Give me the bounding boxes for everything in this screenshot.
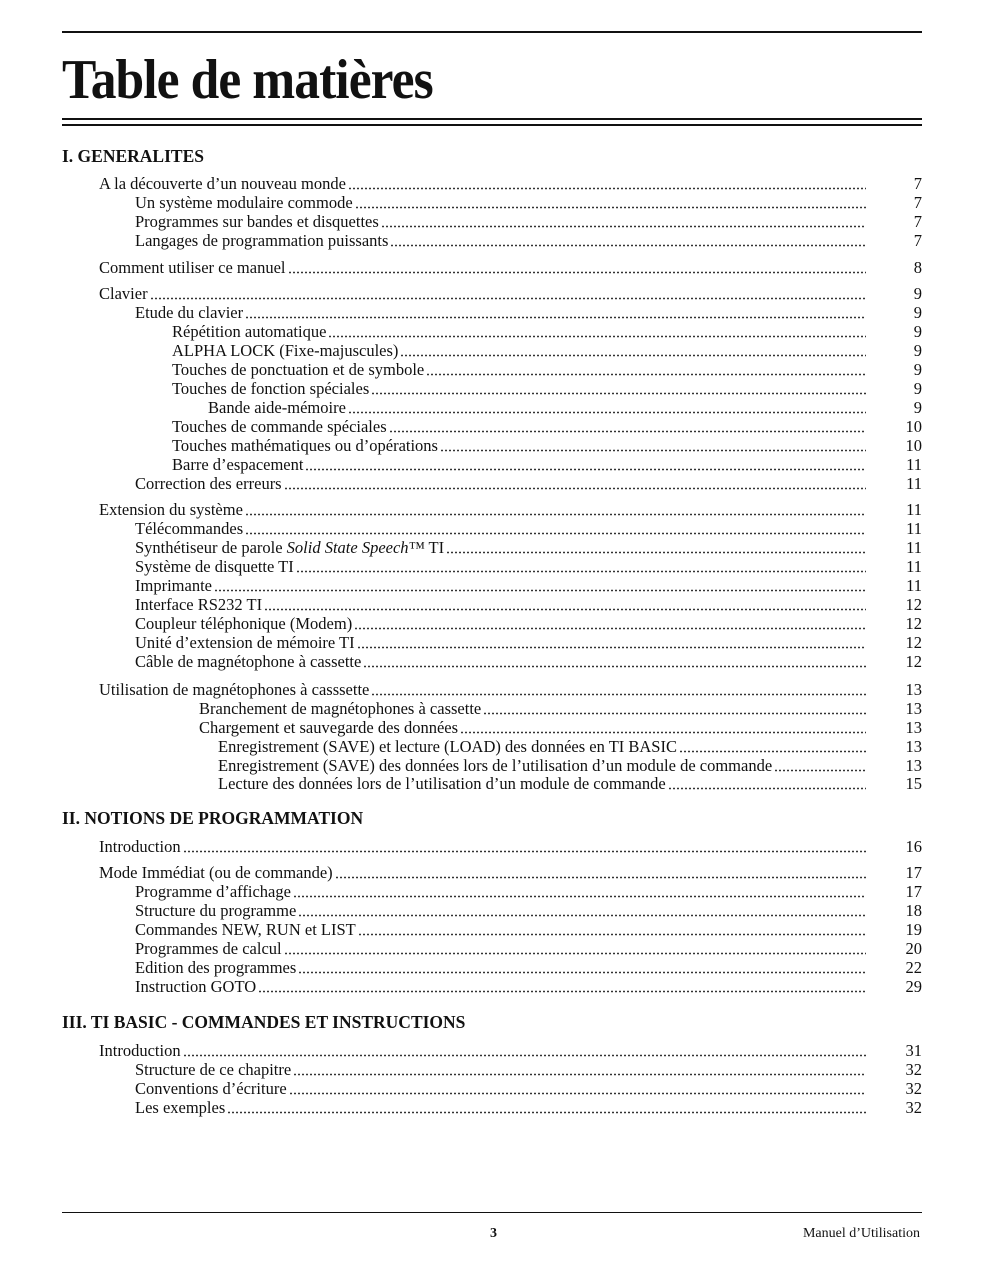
toc-entry-label: Correction des erreurs: [135, 474, 282, 493]
toc-entry-label: Extension du système: [99, 500, 243, 519]
toc-entry-page: 13: [905, 737, 922, 756]
leader-dots: [298, 960, 866, 974]
leader-dots: [358, 922, 866, 936]
toc-entry[interactable]: [99, 284, 922, 304]
toc-entry-label: Clavier: [99, 284, 148, 303]
leader-dots: [298, 903, 866, 917]
leader-dots: [328, 324, 866, 338]
toc-entry-page: 12: [905, 633, 922, 652]
leader-dots: [381, 214, 866, 228]
title-double-rule: [62, 118, 922, 126]
toc-entry[interactable]: [135, 595, 922, 615]
leader-dots: [305, 457, 866, 471]
toc-entry[interactable]: [172, 455, 922, 475]
toc-entry[interactable]: [99, 837, 922, 857]
toc-entry-label: Coupleur téléphonique (Modem): [135, 614, 353, 633]
toc-entry-page: 12: [905, 595, 922, 614]
leader-dots: [355, 195, 866, 209]
toc-entry-page: 7: [913, 193, 922, 212]
toc-entry[interactable]: [172, 417, 922, 437]
toc-entry[interactable]: [172, 341, 922, 361]
toc-entry-page: 12: [905, 614, 922, 633]
toc-entry[interactable]: [218, 756, 922, 776]
leader-dots: [288, 260, 867, 274]
toc-entry-page: 9: [913, 341, 922, 360]
leader-dots: [440, 438, 866, 452]
toc-entry[interactable]: [135, 231, 922, 251]
toc-entry-page: 11: [906, 500, 922, 519]
toc-entry-label: Branchement de magnétophones à cassette: [199, 699, 482, 718]
leader-dots: [348, 176, 866, 190]
toc-entry-page: 11: [906, 576, 922, 595]
leader-dots: [389, 419, 866, 433]
toc-entry-page: 9: [913, 303, 922, 322]
toc-entry-label: Conventions d’écriture: [135, 1079, 287, 1098]
leader-dots: [214, 578, 866, 592]
leader-dots: [371, 381, 866, 395]
toc-entry[interactable]: [172, 322, 922, 342]
leader-dots: [400, 343, 866, 357]
toc-entry-page: 9: [913, 322, 922, 341]
toc-entry-label: Un système modulaire commode: [135, 193, 353, 212]
leader-dots: [293, 884, 866, 898]
toc-entry-page: 12: [905, 652, 922, 671]
toc-entry[interactable]: [135, 633, 922, 653]
toc-entry[interactable]: [135, 212, 922, 232]
toc-entry-page: 22: [905, 958, 922, 977]
toc-entry-label: Langages de programmation puissants: [135, 231, 389, 250]
leader-dots: [363, 654, 866, 668]
toc-entry-label: Unité d’extension de mémoire TI: [135, 633, 355, 652]
toc-entry-label: Les exemples: [135, 1098, 226, 1117]
toc-entry-label: Touches de fonction spéciales: [172, 379, 370, 398]
toc-entry[interactable]: [135, 576, 922, 596]
toc-entry-page: 8: [913, 258, 922, 277]
toc-entry-label: Système de disquette TI: [135, 557, 294, 576]
leader-dots: [390, 233, 866, 247]
toc-entry[interactable]: [135, 1098, 922, 1118]
toc-entry-page: 9: [913, 398, 922, 417]
leader-dots: [227, 1100, 866, 1114]
toc-entry-label: Câble de magnétophone à cassette: [135, 652, 362, 671]
leader-dots: [460, 720, 866, 734]
toc-entry-page: 13: [905, 756, 922, 775]
toc-entry-page: 16: [905, 837, 922, 856]
toc-entry[interactable]: [172, 360, 922, 380]
toc-entry-page: 7: [913, 212, 922, 231]
toc-entry-label: Synthétiseur de parole Solid State Speech™ TI: [135, 538, 445, 557]
toc-entry-label: Interface RS232 TI: [135, 595, 263, 614]
toc-entry[interactable]: [218, 774, 922, 794]
toc-entry-label: Edition des programmes: [135, 958, 297, 977]
toc-entry[interactable]: [199, 699, 922, 719]
leader-dots: [668, 776, 866, 790]
toc-entry-page: 11: [906, 557, 922, 576]
footer-rule: [62, 1212, 922, 1213]
toc-entry[interactable]: [135, 519, 922, 539]
toc-entry[interactable]: [135, 958, 922, 978]
toc-entry[interactable]: [99, 680, 922, 700]
leader-dots: [679, 739, 866, 753]
toc-entry-page: 10: [905, 417, 922, 436]
toc-entry-page: 32: [905, 1098, 922, 1117]
toc-entry-label: Enregistrement (SAVE) des données lors de l’utilisation d’un module de commande: [218, 756, 773, 775]
toc-entry[interactable]: [135, 977, 922, 997]
toc-entry-label: Etude du clavier: [135, 303, 244, 322]
leader-dots: [426, 362, 866, 376]
leader-dots: [348, 400, 866, 414]
toc-entry[interactable]: [135, 538, 922, 558]
toc-entry-label: A la découverte d’un nouveau monde: [99, 174, 346, 193]
section-heading: II. NOTIONS DE PROGRAMMATION: [62, 808, 364, 828]
toc-entry-label: Enregistrement (SAVE) et lecture (LOAD) des données en TI BASIC: [218, 737, 677, 756]
leader-dots: [245, 305, 866, 319]
toc-entry-page: 13: [905, 680, 922, 699]
leader-dots: [335, 865, 866, 879]
toc-entry[interactable]: [135, 614, 922, 634]
toc-entry[interactable]: [172, 379, 922, 399]
toc-entry-label: Commandes NEW, RUN et LIST: [135, 920, 356, 939]
leader-dots: [258, 979, 866, 993]
toc-entry-page: 9: [913, 284, 922, 303]
toc-entry-page: 15: [905, 774, 922, 793]
toc-entry-label: Introduction: [99, 837, 181, 856]
toc-entry-page: 13: [905, 699, 922, 718]
toc-entry-label: Imprimante: [135, 576, 212, 595]
toc-entry[interactable]: [135, 474, 922, 494]
toc-entry[interactable]: [218, 737, 922, 757]
leader-dots: [357, 635, 866, 649]
toc-entry-label: Utilisation de magnétophones à casssette: [99, 680, 370, 699]
toc-entry[interactable]: [172, 436, 922, 456]
page-title: Table de matières: [62, 49, 433, 111]
toc-entry-label: Programme d’affichage: [135, 882, 291, 901]
leader-dots: [284, 476, 866, 490]
toc-entry-page: 11: [906, 455, 922, 474]
footer-page-number: 3: [490, 1226, 497, 1241]
toc-entry[interactable]: [208, 398, 922, 418]
toc-entry[interactable]: [135, 901, 922, 921]
toc-entry-label: ALPHA LOCK (Fixe-majuscules): [172, 341, 399, 360]
toc-entry-label: Barre d’espacement: [172, 455, 304, 474]
toc-entry-page: 9: [913, 379, 922, 398]
leader-dots: [245, 521, 866, 535]
toc-entry-label: Touches mathématiques ou d’opérations: [172, 436, 438, 455]
toc-entry-label: Programmes de calcul: [135, 939, 282, 958]
toc-entry[interactable]: [135, 920, 922, 940]
toc-entry[interactable]: [135, 1079, 922, 1099]
toc-entry-page: 7: [913, 174, 922, 193]
toc-entry-label: Programmes sur bandes et disquettes: [135, 212, 379, 231]
toc-entry[interactable]: [135, 882, 922, 902]
leader-dots: [371, 682, 866, 696]
toc-entry-label: Bande aide-mémoire: [208, 398, 346, 417]
toc-entry[interactable]: [99, 500, 922, 520]
leader-dots: [264, 597, 866, 611]
toc-entry-page: 20: [905, 939, 922, 958]
toc-entry-page: 17: [905, 863, 922, 882]
toc-entry-page: 13: [905, 718, 922, 737]
toc-entry-page: 11: [906, 538, 922, 557]
toc-entry[interactable]: [199, 718, 922, 738]
footer-manual-title: Manuel d’Utilisation: [802, 1226, 920, 1241]
toc-entry-page: 19: [905, 920, 922, 939]
toc-entry-page: 7: [913, 231, 922, 250]
toc-entry-label: Télécommandes: [135, 519, 244, 538]
toc-entry-page: 18: [905, 901, 922, 920]
toc-entry-label: Comment utiliser ce manuel: [99, 258, 286, 277]
leader-dots: [354, 616, 866, 630]
toc-entry[interactable]: [135, 939, 922, 959]
toc-entry-page: 11: [906, 519, 922, 538]
leader-dots: [289, 1081, 866, 1095]
toc-entry-page: 32: [905, 1079, 922, 1098]
toc-entry[interactable]: [99, 174, 922, 194]
toc-entry[interactable]: [135, 193, 922, 213]
leader-dots: [183, 1043, 866, 1057]
toc-entry-page: 10: [905, 436, 922, 455]
leader-dots: [446, 540, 866, 554]
toc-entry-label: Touches de commande spéciales: [172, 417, 387, 436]
toc-entry[interactable]: [135, 557, 922, 577]
toc-entry-label: Structure du programme: [135, 901, 297, 920]
toc-entry-page: 29: [905, 977, 922, 996]
leader-dots: [245, 502, 866, 516]
toc-entry-label: Chargement et sauvegarde des données: [199, 718, 459, 737]
leader-dots: [183, 839, 866, 853]
toc-entry[interactable]: [135, 652, 922, 672]
toc-entry[interactable]: [99, 258, 922, 278]
toc-entry-page: 9: [913, 360, 922, 379]
toc-entry-page: 32: [905, 1060, 922, 1079]
toc-entry-page: 17: [905, 882, 922, 901]
leader-dots: [296, 559, 866, 573]
toc-entry[interactable]: [99, 863, 922, 883]
toc-entry[interactable]: [135, 1060, 922, 1080]
toc-entry-label: Structure de ce chapitre: [135, 1060, 292, 1079]
leader-dots: [293, 1062, 866, 1076]
toc-entry-label: Introduction: [99, 1041, 181, 1060]
toc-entry-label: Instruction GOTO: [135, 977, 257, 996]
section-heading: III. TI BASIC - COMMANDES ET INSTRUCTIONS: [62, 1012, 466, 1032]
toc-entry[interactable]: [135, 303, 922, 323]
toc-entry-label: Touches de ponctuation et de symbole: [172, 360, 425, 379]
leader-dots: [150, 286, 866, 300]
toc-entry[interactable]: [99, 1041, 922, 1061]
leader-dots: [774, 758, 866, 772]
leader-dots: [284, 941, 866, 955]
toc-entry-page: 31: [905, 1041, 922, 1060]
section-heading: I. GENERALITES: [62, 146, 204, 166]
toc-entry-page: 11: [906, 474, 922, 493]
toc-entry-label: Répétition automatique: [172, 322, 327, 341]
leader-dots: [483, 701, 866, 715]
toc-entry-label: Mode Immédiat (ou de commande): [99, 863, 333, 882]
top-rule: [62, 31, 922, 33]
toc-entry-label: Lecture des données lors de l’utilisation d’un module de commande: [218, 774, 666, 793]
